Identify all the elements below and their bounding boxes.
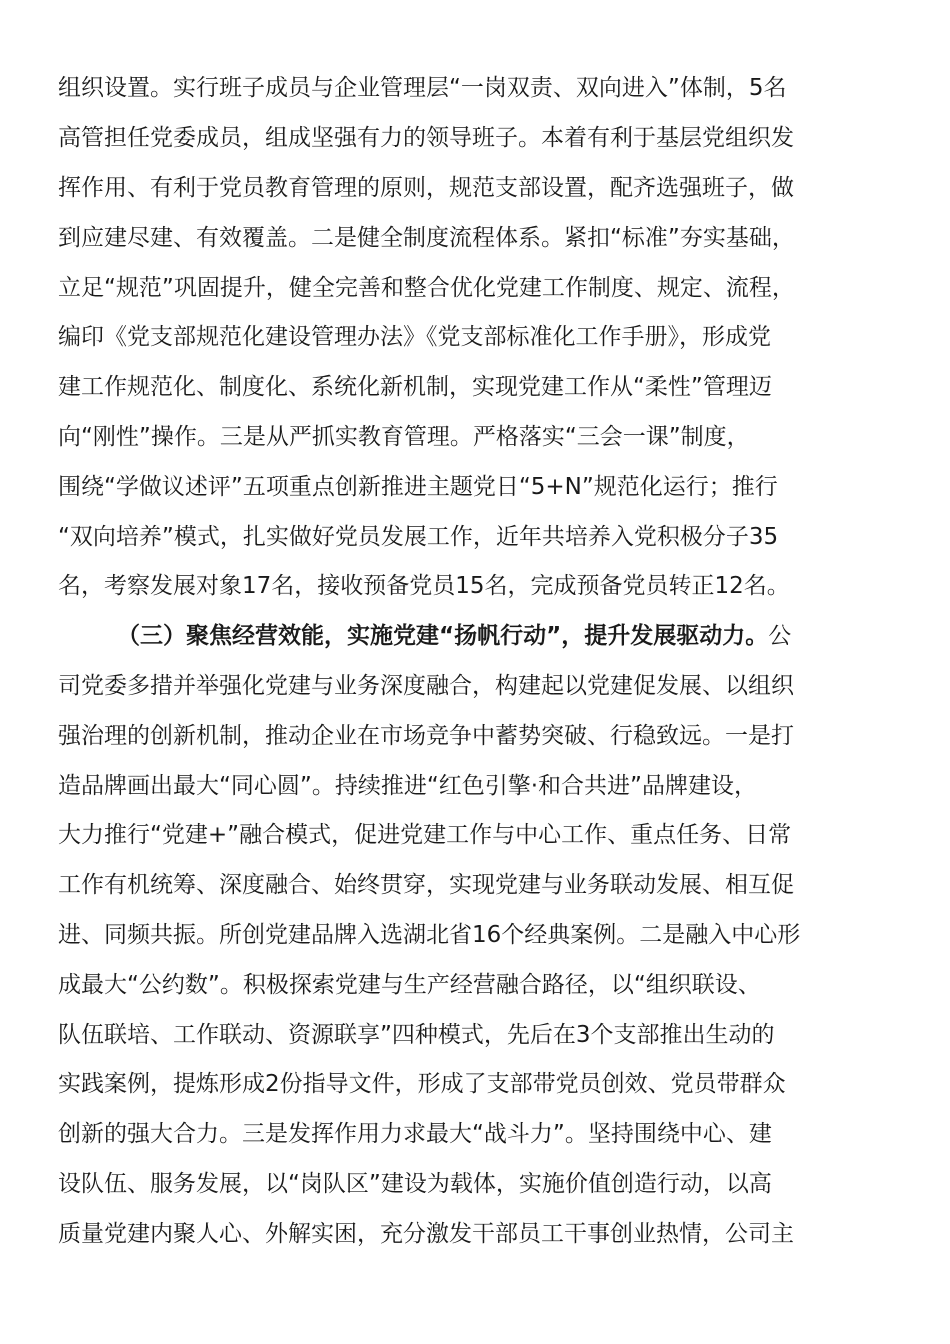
paragraph-line: 组织设置。实行班子成员与企业管理层“一岗双责、双向进入”体制，5名: [58, 75, 787, 101]
paragraph-line: 进、同频共振。所创党建品牌入选湖北省16个经典案例。二是融入中心形: [58, 922, 801, 948]
paragraph-line: 队伍联培、工作联动、资源联享”四种模式，先后在3个支部推出生动的: [58, 1022, 775, 1048]
paragraph-line: 司党委多措并举强化党建与业务深度融合，构建起以党建促发展、以组织: [58, 673, 794, 699]
paragraph-line: 建工作规范化、制度化、系统化新机制，实现党建工作从“柔性”管理迈: [58, 374, 772, 400]
heading-trailing-text: 公: [768, 623, 792, 649]
paragraph-line: 工作有机统筹、深度融合、始终贯穿，实现党建与业务联动发展、相互促: [58, 872, 794, 898]
paragraph-line: 成最大“公约数”。积极探索党建与生产经营融合路径，以“组织联设、: [58, 972, 761, 998]
paragraph-line: “双向培养”模式，扎实做好党员发展工作，近年共培养入党积极分子35: [58, 524, 779, 550]
paragraph-line: 实践案例，提炼形成2份指导文件，形成了支部带党员创效、党员带群众: [58, 1071, 786, 1097]
paragraph-line: 强治理的创新机制，推动企业在市场竞争中蓄势突破、行稳致远。一是打: [58, 723, 794, 749]
section-heading: （三）聚焦经营效能，实施党建“扬帆行动”，提升发展驱动力。: [117, 623, 769, 649]
paragraph-line: 名，考察发展对象17名，接收预备党员15名，完成预备党员转正12名。: [58, 573, 790, 599]
paragraph-line: 向“刚性”操作。三是从严抓实教育管理。严格落实“三会一课”制度，: [58, 424, 750, 450]
paragraph-line: 造品牌画出最大“同心圆”。持续推进“红色引擎·和合共进”品牌建设，: [58, 773, 757, 799]
paragraph-line: 质量党建内聚人心、外解实困，充分激发干部员工干事创业热情，公司主: [58, 1221, 794, 1247]
paragraph-line: 到应建尽建、有效覆盖。二是健全制度流程体系。紧扣“标准”夯实基础，: [58, 225, 795, 251]
paragraph-line: 创新的强大合力。三是发挥作用力求最大“战斗力”。坚持围绕中心、建: [58, 1121, 772, 1147]
paragraph-line: 围绕“学做议述评”五项重点创新推进主题党日“5+N”规范化运行；推行: [58, 474, 778, 500]
paragraph-line: 设队伍、服务发展，以“岗队区”建设为载体，实施价值创造行动，以高: [58, 1171, 772, 1197]
paragraph-line: 大力推行“党建+”融合模式，促进党建工作与中心工作、重点任务、日常: [58, 822, 792, 848]
paragraph-line: 立足“规范”巩固提升，健全完善和整合优化党建工作制度、规定、流程，: [58, 275, 795, 301]
section-heading-line: [117, 611, 897, 661]
paragraph-line: 高管担任党委成员，组成坚强有力的领导班子。本着有利于基层党组织发: [58, 125, 794, 151]
paragraph-line: 挥作用、有利于党员教育管理的原则，规范支部设置，配齐选强班子，做: [58, 175, 794, 201]
paragraph-line: 编印《党支部规范化建设管理办法》《党支部标准化工作手册》，形成党: [58, 324, 771, 350]
